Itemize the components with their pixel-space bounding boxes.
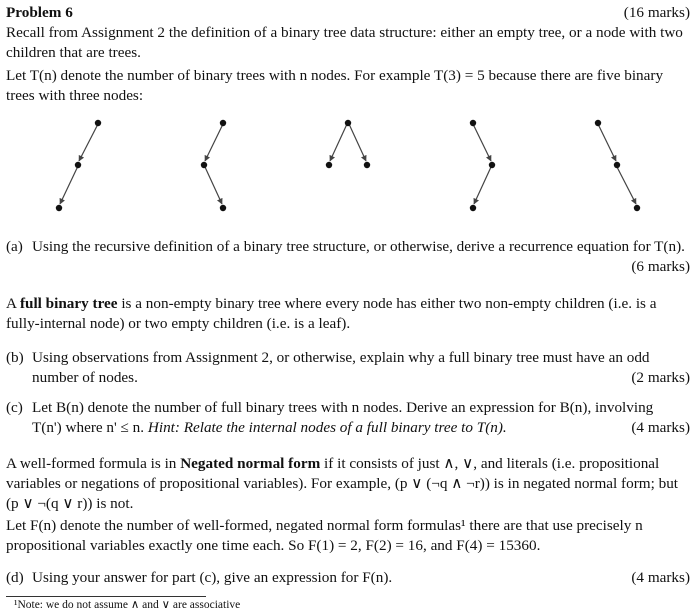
f-definition-paragraph: Let F(n) denote the number of well-formed, negated normal form formulas¹ there are that use precisely n propositional variables exactly one time each. So F(1) = 2, F(2) = 16, and F(4) = 15360.	[6, 517, 643, 554]
tree-node	[326, 162, 332, 168]
tree-node	[595, 120, 601, 126]
tree-node	[470, 205, 476, 211]
part-b-body	[32, 348, 690, 388]
tree-node	[470, 120, 476, 126]
part-c-hint: Hint: Relate the internal nodes of a full binary tree to T(n).	[147, 419, 507, 436]
tree-node	[220, 120, 226, 126]
t-definition-paragraph: Let T(n) denote the number of binary trees with n nodes. For example T(3) = 5 because there are five binary trees with three nodes:	[6, 67, 664, 104]
part-c-line2	[32, 418, 507, 438]
tree-node	[56, 205, 62, 211]
full-tree-term: full binary tree	[19, 295, 118, 312]
part-c-line2-text: T(n') where n' ≤ n.	[32, 419, 148, 436]
part-d	[6, 568, 690, 588]
part-b-line2-row	[32, 368, 690, 388]
tree-node	[489, 162, 495, 168]
part-a-marks: (6 marks)	[631, 258, 690, 275]
part-c-body	[32, 398, 690, 438]
tree-node	[220, 205, 226, 211]
tree-node	[614, 162, 620, 168]
part-b	[6, 348, 690, 388]
part-c-line2-row	[32, 418, 690, 438]
tree-left-right	[201, 120, 226, 211]
nnf-term: Negated normal form	[180, 455, 321, 472]
part-a	[6, 237, 690, 257]
part-c	[6, 398, 690, 438]
tree-node	[95, 120, 101, 126]
tree-node	[75, 162, 81, 168]
part-c-marks: (4 marks)	[631, 419, 690, 436]
full-tree-lead: A	[6, 295, 20, 312]
tree-right-left	[470, 120, 495, 211]
problem-title: Problem 6	[6, 4, 73, 21]
nnf-text: if it consists of just ∧, ∨, and literals (i.e. propositional variables or negations of propositional variables). For example, (p ∨ (¬q ∧ ¬r)) is in negated normal form; but (p ∨ ¬(q ∨ r)) is not.	[6, 455, 679, 512]
part-b-marks: (2 marks)	[631, 369, 690, 386]
tree-node	[201, 162, 207, 168]
full-tree-text: is a non-empty binary tree where every node has either two non-empty children (i.e. is a fully-internal node) or two empty children (i.e. is a leaf).	[6, 295, 657, 332]
part-b-line1: Using observations from Assignment 2, or otherwise, explain why a full binary tree must have an odd	[32, 349, 650, 366]
part-c-line1: Let B(n) denote the number of full binary trees with n nodes. Derive an expression for B(n), involving	[32, 399, 654, 416]
part-d-marks: (4 marks)	[631, 569, 690, 586]
tree-balanced	[326, 120, 370, 168]
part-a-text: Using the recursive definition of a binary tree structure, or otherwise, derive a recurrence equation for T(n).	[32, 238, 685, 255]
footnote-rule	[6, 596, 206, 597]
part-b-label: (b)	[6, 349, 24, 366]
problem-marks: (16 marks)	[623, 4, 690, 21]
tree-left-left	[56, 120, 101, 211]
part-d-label: (d)	[6, 569, 24, 586]
part-d-text: Using your answer for part (c), give an expression for F(n).	[32, 569, 393, 586]
part-c-label: (c)	[6, 399, 23, 416]
problem-header	[6, 3, 690, 23]
full-binary-tree-paragraph	[6, 294, 690, 334]
tree-node	[345, 120, 351, 126]
nnf-paragraph	[6, 454, 690, 514]
nnf-lead: A well-formed formula is in	[6, 455, 181, 472]
part-d-left	[6, 568, 392, 588]
intro-paragraph: Recall from Assignment 2 the definition of a binary tree data structure: either an empty tree, or a node with two children that are trees.	[6, 24, 683, 61]
tree-right-right	[595, 120, 640, 211]
binary-trees-figure	[6, 110, 690, 220]
part-b-line2: number of nodes.	[32, 369, 138, 386]
tree-node	[364, 162, 370, 168]
footnote: ¹Note: we do not assume ∧ and ∨ are associative	[14, 599, 241, 611]
part-a-label: (a)	[6, 238, 23, 255]
tree-node	[634, 205, 640, 211]
